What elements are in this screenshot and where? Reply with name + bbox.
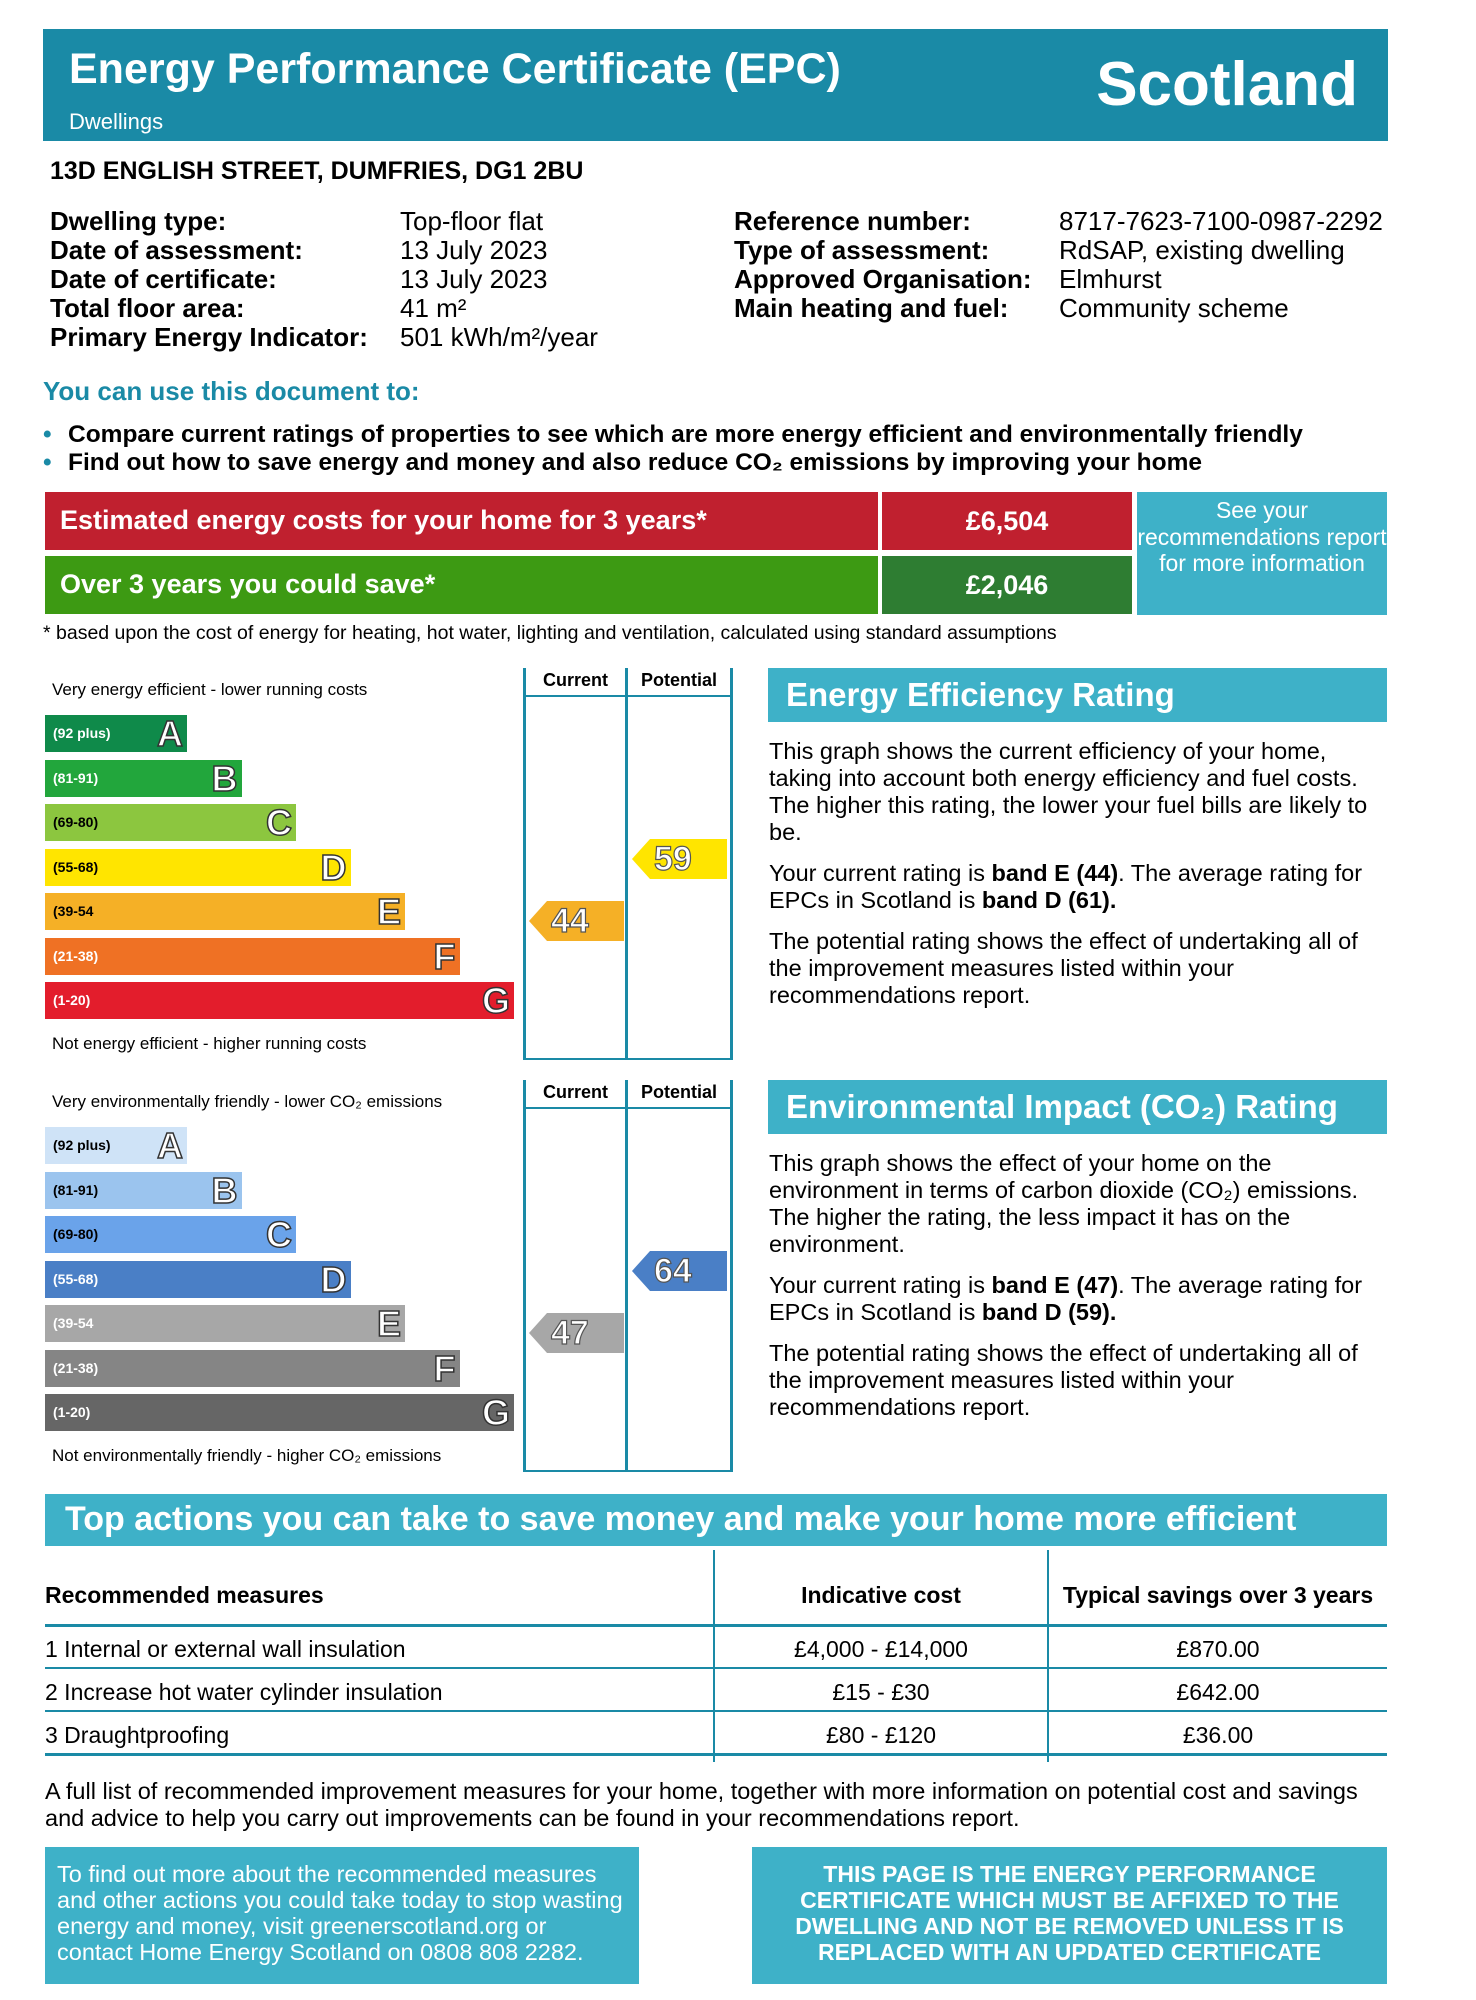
rating-band-c xyxy=(45,804,296,841)
chart-header-rule xyxy=(523,1107,733,1109)
details-left xyxy=(50,207,598,352)
average-band-text: band D (61). xyxy=(981,887,1117,913)
band-letter-label: B xyxy=(211,757,238,799)
rating-value: 64 xyxy=(654,1251,692,1290)
chart-top-caption: Very energy efficient - lower running costs xyxy=(52,680,368,699)
detail-row xyxy=(734,236,1383,265)
detail-row xyxy=(734,207,1383,236)
band-range-label: (55-68) xyxy=(53,858,99,875)
detail-label: Reference number: xyxy=(734,206,971,236)
chart-column-line xyxy=(730,668,733,1060)
band-letter-label: D xyxy=(320,1258,347,1300)
bullet-text: Find out how to save energy and money and also reduce CO₂ emissions by improving your home xyxy=(68,449,1203,476)
band-letter-label: B xyxy=(211,1169,238,1211)
band-letter-label: E xyxy=(376,891,401,932)
rating-value: 59 xyxy=(654,839,692,878)
band-range-label: (69-80) xyxy=(53,814,99,830)
chart-column-line xyxy=(730,1080,733,1472)
potential-rating-arrow xyxy=(632,1251,727,1291)
table-rule xyxy=(45,1667,1387,1669)
detail-value: Community scheme xyxy=(1059,293,1289,323)
measure-cell: 2 Increase hot water cylinder insulation xyxy=(45,1679,443,1705)
band-letter-label: F xyxy=(433,1347,456,1389)
band-range-label: (69-80) xyxy=(53,1226,99,1242)
chart-column-line xyxy=(625,668,628,1060)
energy-rating-heading xyxy=(768,668,1387,722)
current-band-text: band E (47) xyxy=(991,1272,1119,1298)
bullet-item xyxy=(43,449,1202,477)
rating-band-g xyxy=(45,1394,514,1431)
detail-row xyxy=(50,207,598,236)
env-paragraph-3: The potential rating shows the effect of undertaking all of the improvement measures listed within your recommendations report. xyxy=(769,1340,1358,1420)
detail-label: Date of certificate: xyxy=(50,264,277,294)
detail-row xyxy=(50,236,598,265)
rating-band-d xyxy=(45,846,351,888)
detail-row xyxy=(50,294,598,323)
detail-label: Date of assessment: xyxy=(50,235,303,265)
band-letter-label: D xyxy=(320,846,347,888)
band-range-label: (21-38) xyxy=(53,1359,99,1376)
cost-cell: £4,000 - £14,000 xyxy=(794,1636,968,1662)
detail-value: Top-floor flat xyxy=(400,206,544,236)
rating-band-b xyxy=(45,1169,242,1211)
col-header-savings: Typical savings over 3 years xyxy=(1062,1582,1374,1608)
cost-footnote: * based upon the cost of energy for heating, hot water, lighting and ventilation, calculated using standard assumptions xyxy=(43,622,1057,644)
environmental-rating-chart xyxy=(45,1080,733,1472)
savings-label: Over 3 years you could save* xyxy=(60,569,436,599)
environmental-rating-heading-text: Environmental Impact (CO₂) Rating xyxy=(786,1088,1338,1125)
estimated-cost-label: Estimated energy costs for your home for 3 years* xyxy=(60,505,707,535)
rating-band-g xyxy=(45,982,514,1019)
certificate-title: Energy Performance Certificate (EPC) xyxy=(69,45,841,93)
band-letter-label: G xyxy=(481,980,510,1021)
band-letter-label: C xyxy=(266,802,292,843)
cost-cell: £15 - £30 xyxy=(832,1679,930,1705)
band-range-label: (55-68) xyxy=(53,1270,99,1287)
band-range-label: (39-54 xyxy=(53,903,94,919)
chart-header-rule xyxy=(523,695,733,697)
saving-cell: £642.00 xyxy=(1176,1679,1260,1705)
current-column-header: Current xyxy=(542,1082,608,1102)
col-header-measures: Recommended measures xyxy=(45,1582,324,1608)
bullet-item xyxy=(43,421,1303,449)
top-actions-heading-text: Top actions you can take to save money and make your home more efficient xyxy=(65,1500,1297,1538)
band-letter-label: F xyxy=(433,935,456,977)
rating-band-b xyxy=(45,757,242,799)
detail-row xyxy=(734,265,1383,294)
env-paragraph-1: This graph shows the effect of your home on the environment in terms of carbon dioxide (CO₂) emissions. The higher the rating, the less impact it has on the environment. xyxy=(769,1150,1359,1257)
use-document-heading: You can use this document to: xyxy=(43,376,420,406)
current-rating-arrow xyxy=(529,1313,624,1353)
chart-column-line xyxy=(625,1080,628,1472)
measures-table xyxy=(45,1550,1387,1762)
text-span: . The average rating for EPCs in Scotland is xyxy=(769,1272,1363,1325)
find-out-more-box: To find out more about the recommended measures and other actions you could take today to stop wasting energy and money, visit greenerscotland.org or contact Home Energy Scotland on 0808 808 2282. xyxy=(45,1847,639,1984)
saving-cell: £870.00 xyxy=(1176,1636,1260,1662)
detail-label: Primary Energy Indicator: xyxy=(50,322,368,352)
rating-band-c xyxy=(45,1216,296,1253)
detail-value: 41 m² xyxy=(400,293,467,323)
rating-band-f xyxy=(45,1347,460,1389)
detail-value: 13 July 2023 xyxy=(400,264,548,294)
recommendations-note: A full list of recommended improvement measures for your home, together with more information on potential cost and savings and advice to help you carry out improvements can be found in your recommendations report. xyxy=(45,1778,1358,1831)
rating-value: 47 xyxy=(551,1314,589,1352)
certificate-subtitle: Dwellings xyxy=(69,109,164,134)
band-letter-label: C xyxy=(266,1214,292,1255)
energy-rating-text xyxy=(769,738,1379,1023)
energy-paragraph-2 xyxy=(769,860,1379,914)
average-band-text: band D (59). xyxy=(981,1299,1117,1325)
band-range-label: (39-54 xyxy=(53,1315,94,1331)
country-label: Scotland xyxy=(1096,50,1358,119)
detail-row xyxy=(50,265,598,294)
rating-band-d xyxy=(45,1258,351,1300)
energy-paragraph-3: The potential rating shows the effect of undertaking all of the improvement measures listed within your recommendations report. xyxy=(769,928,1358,1008)
table-rule xyxy=(45,1710,1387,1712)
detail-row xyxy=(50,323,598,352)
current-rating-arrow xyxy=(529,901,624,941)
potential-rating-arrow xyxy=(632,839,727,879)
band-letter-label: G xyxy=(481,1392,510,1433)
band-range-label: (92 plus) xyxy=(53,1137,111,1153)
details-right xyxy=(734,207,1383,323)
potential-column-header: Potential xyxy=(640,1082,717,1102)
detail-value: 8717-7623-7100-0987-2292 xyxy=(1059,206,1383,236)
environmental-rating-text xyxy=(769,1150,1379,1435)
band-range-label: (81-91) xyxy=(53,1181,99,1198)
energy-rating-heading-text: Energy Efficiency Rating xyxy=(786,676,1175,713)
rating-band-f xyxy=(45,935,460,977)
detail-label: Type of assessment: xyxy=(734,235,990,265)
measure-cell: 1 Internal or external wall insulation xyxy=(45,1636,406,1662)
chart-bottom-rule xyxy=(523,1470,733,1472)
text-span: . The average rating for EPCs in Scotland is xyxy=(769,860,1363,913)
detail-value: 501 kWh/m²/year xyxy=(400,322,598,352)
estimated-cost-row xyxy=(45,492,878,550)
environmental-rating-heading xyxy=(768,1080,1387,1134)
table-rule xyxy=(45,1753,1387,1756)
detail-row xyxy=(734,294,1383,323)
band-range-label: (1-20) xyxy=(53,1404,91,1420)
bullet-text: Compare current ratings of properties to see which are more energy efficient and environmentally friendly xyxy=(68,421,1303,448)
saving-cell: £36.00 xyxy=(1182,1722,1254,1748)
band-range-label: (21-38) xyxy=(53,947,99,964)
chart-bottom-caption: Not energy efficient - higher running costs xyxy=(52,1034,367,1053)
epc-header xyxy=(43,29,1388,141)
energy-paragraph-1: This graph shows the current efficiency of your home, taking into account both energy efficiency and fuel costs. The higher this rating, the lower your fuel bills are likely to be. xyxy=(769,738,1368,845)
detail-label: Dwelling type: xyxy=(50,206,227,236)
chart-bottom-rule xyxy=(523,1058,733,1060)
col-header-cost: Indicative cost xyxy=(801,1582,961,1608)
detail-value: Elmhurst xyxy=(1059,264,1162,294)
measure-cell: 3 Draughtproofing xyxy=(45,1722,230,1748)
rating-band-a xyxy=(45,1127,187,1164)
potential-column-header: Potential xyxy=(640,670,717,690)
env-paragraph-2 xyxy=(769,1272,1379,1326)
rating-band-e xyxy=(45,893,405,930)
band-range-label: (1-20) xyxy=(53,992,91,1008)
top-actions-heading xyxy=(45,1494,1387,1546)
rating-band-a xyxy=(45,715,187,752)
band-letter-label: A xyxy=(157,713,183,754)
band-letter-label: E xyxy=(376,1303,401,1344)
text-span: Your current rating is xyxy=(769,860,992,886)
energy-rating-chart xyxy=(45,668,733,1060)
chart-bottom-caption: Not environmentally friendly - higher CO₂ emissions xyxy=(52,1446,442,1465)
affix-notice-box: THIS PAGE IS THE ENERGY PERFORMANCE CERTIFICATE WHICH MUST BE AFFIXED TO THE DWELLING AND NOT BE REMOVED UNLESS IT IS REPLACED WITH AN UPDATED CERTIFICATE xyxy=(752,1847,1387,1984)
chart-top-caption: Very environmentally friendly - lower CO₂ emissions xyxy=(52,1092,443,1111)
chart-column-line xyxy=(523,1080,526,1472)
rating-value: 44 xyxy=(551,902,589,940)
chart-column-line xyxy=(523,668,526,1060)
text-span: Your current rating is xyxy=(769,1272,992,1298)
see-recommendations-note: See your recommendations report for more information xyxy=(1137,492,1387,615)
property-address: 13D ENGLISH STREET, DUMFRIES, DG1 2BU xyxy=(50,157,584,185)
table-rule xyxy=(45,1624,1387,1627)
savings-row xyxy=(45,556,878,614)
detail-label: Approved Organisation: xyxy=(734,264,1032,294)
band-letter-label: A xyxy=(157,1125,183,1166)
current-band-text: band E (44) xyxy=(991,860,1119,886)
rating-band-e xyxy=(45,1305,405,1342)
savings-value: £2,046 xyxy=(882,556,1132,614)
bullet-dot-icon: • xyxy=(43,421,52,448)
detail-label: Main heating and fuel: xyxy=(734,293,1009,323)
current-column-header: Current xyxy=(542,670,608,690)
estimated-cost-value: £6,504 xyxy=(882,492,1132,550)
band-range-label: (81-91) xyxy=(53,769,99,786)
detail-value: RdSAP, existing dwelling xyxy=(1059,235,1345,265)
detail-value: 13 July 2023 xyxy=(400,235,548,265)
detail-label: Total floor area: xyxy=(50,293,245,323)
band-range-label: (92 plus) xyxy=(53,725,111,741)
cost-cell: £80 - £120 xyxy=(826,1722,936,1748)
bullet-dot-icon: • xyxy=(43,449,52,476)
